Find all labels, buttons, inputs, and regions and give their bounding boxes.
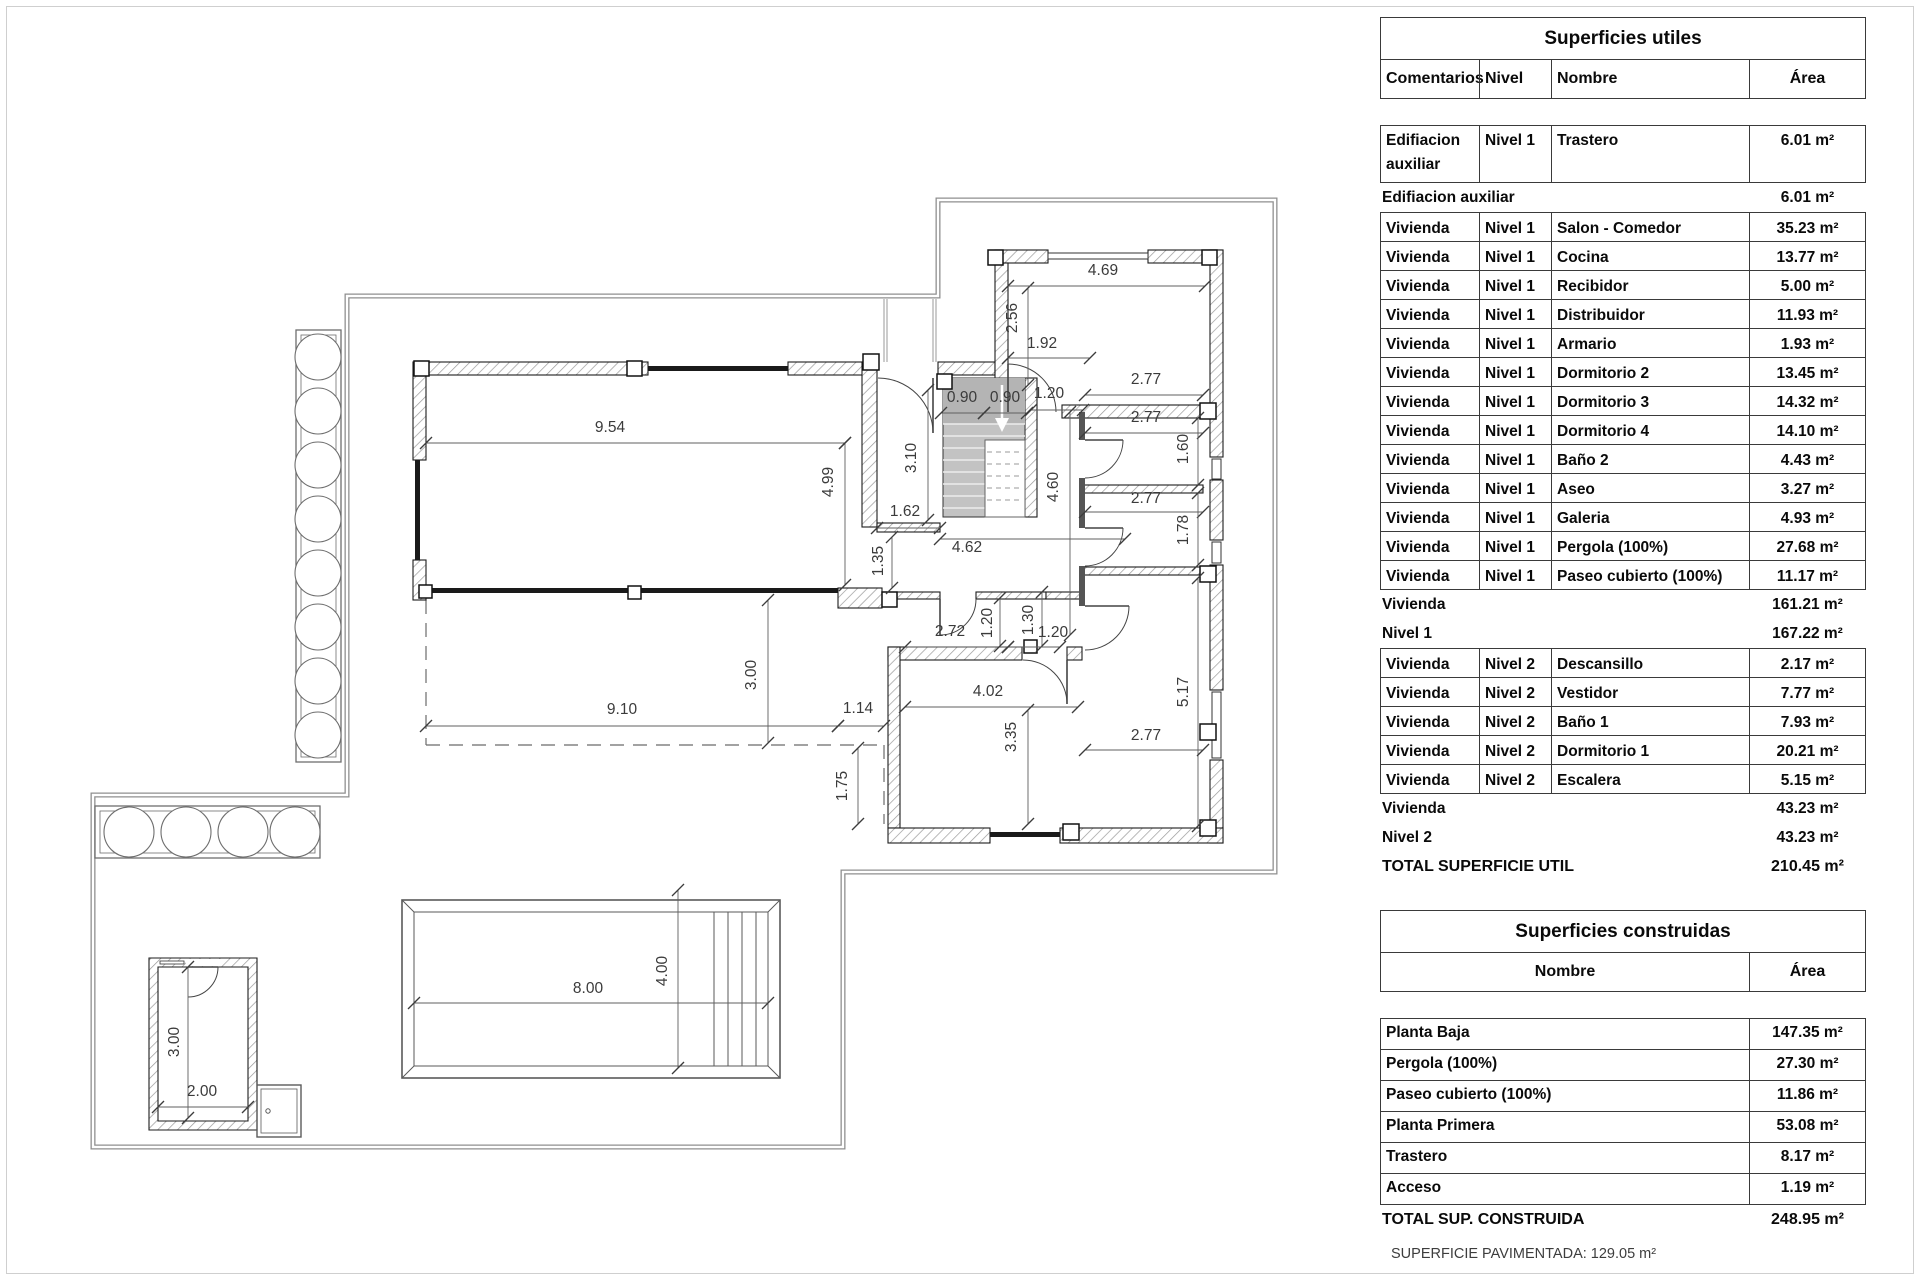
- dimension-label: 8.00: [572, 980, 604, 997]
- dimension-label: 1.75: [834, 770, 851, 802]
- windows: [415, 253, 1221, 837]
- subtotal-label: Nivel 2: [1382, 829, 1432, 846]
- dimension: [832, 700, 890, 732]
- dimension: [152, 1083, 254, 1113]
- util-table-body: [1380, 125, 1866, 881]
- cell-nombre: Dormitorio 3: [1551, 387, 1749, 415]
- aseo-door: [1085, 528, 1123, 566]
- table-row: [1381, 473, 1865, 502]
- cell-nombre: Trastero: [1551, 126, 1749, 182]
- table-row: [1381, 677, 1865, 706]
- dimension-label: 2.77: [1130, 409, 1162, 426]
- cell-comentario: Vivienda: [1386, 743, 1450, 760]
- cell-comentario: Edifiacion auxiliar: [1386, 132, 1461, 173]
- dimension-label: 1.92: [1026, 335, 1058, 352]
- built-table-total: [1380, 1205, 1866, 1234]
- cell-nombre: Escalera: [1551, 765, 1749, 793]
- cell-nivel: Nivel 1: [1479, 532, 1551, 560]
- cell-comentario: Vivienda: [1386, 220, 1450, 237]
- cell-area: 4.93 m²: [1749, 503, 1865, 531]
- cell-comentario: Vivienda: [1386, 394, 1450, 411]
- hedge-strip-horizontal: [95, 806, 320, 858]
- cell-comentario: Vivienda: [1386, 307, 1450, 324]
- cell-area: 1.19 m²: [1749, 1174, 1865, 1204]
- cell-area: 11.17 m²: [1749, 561, 1865, 589]
- pool-steps: [714, 912, 756, 1066]
- cell-nombre: Pergola (100%): [1386, 1055, 1498, 1072]
- dimension-label: 1.20: [1033, 385, 1065, 402]
- cell-area: 35.23 m²: [1749, 213, 1865, 241]
- cell-area: 3.27 m²: [1749, 474, 1865, 502]
- cell-nombre: Vestidor: [1551, 678, 1749, 706]
- cell-area: 5.00 m²: [1749, 271, 1865, 299]
- cell-area: 11.86 m²: [1749, 1081, 1865, 1111]
- cell-nivel: Nivel 1: [1479, 242, 1551, 270]
- dimension-label: 2.77: [1130, 490, 1162, 507]
- cell-nivel: Nivel 1: [1479, 300, 1551, 328]
- dimension-label: 3.10: [903, 442, 920, 474]
- cell-nombre: Baño 1: [1551, 707, 1749, 735]
- bedroom-mid-door: [1023, 660, 1067, 704]
- parcel-boundary: [93, 200, 1275, 1147]
- cell-area: 13.45 m²: [1749, 358, 1865, 386]
- table-row: [1381, 560, 1865, 589]
- dimension-label: 1.14: [842, 700, 874, 717]
- table-subtotal-row: [1380, 590, 1866, 619]
- dimension-label: 1.30: [1020, 604, 1037, 636]
- cell-comentario: Vivienda: [1386, 423, 1450, 440]
- cell-nombre: Planta Primera: [1386, 1117, 1495, 1134]
- dimension: [1002, 262, 1211, 292]
- total-area: 248.95 m²: [1771, 1211, 1844, 1228]
- cell-comentario: Vivienda: [1386, 278, 1450, 295]
- table-total-row: [1380, 852, 1866, 881]
- cell-comentario: Vivienda: [1386, 365, 1450, 382]
- col-nombre: Nombre: [1534, 963, 1596, 980]
- dimension-label: 5.17: [1175, 676, 1192, 708]
- cell-nivel: Nivel 1: [1479, 561, 1551, 589]
- cell-area: 27.30 m²: [1749, 1050, 1865, 1080]
- table-row: [1381, 1173, 1865, 1204]
- cell-nivel: Nivel 1: [1479, 387, 1551, 415]
- col-comentarios: Comentarios: [1386, 70, 1484, 87]
- cell-nombre: Galeria: [1551, 503, 1749, 531]
- cell-nivel: Nivel 1: [1479, 503, 1551, 531]
- table-subtotal-row: [1380, 619, 1866, 648]
- dimension-label: 0.90: [946, 389, 978, 406]
- dimension: [979, 592, 1006, 652]
- cell-nombre: Dormitorio 4: [1551, 416, 1749, 444]
- entry-door: [878, 378, 933, 433]
- house-walls: [413, 250, 1223, 843]
- cell-area: 20.21 m²: [1749, 736, 1865, 764]
- dimension-label: 1.20: [979, 607, 996, 639]
- cell-nombre: Paseo cubierto (100%): [1551, 561, 1749, 589]
- table-row: [1381, 357, 1865, 386]
- cell-nivel: Nivel 2: [1479, 649, 1551, 677]
- dimension-label: 1.35: [870, 545, 887, 577]
- cell-area: 7.77 m²: [1749, 678, 1865, 706]
- cell-nivel: Nivel 1: [1479, 329, 1551, 357]
- table-row: [1381, 126, 1865, 182]
- dimension: [1175, 487, 1204, 571]
- subtotal-label: Nivel 1: [1382, 625, 1432, 642]
- dimension-label: 1.62: [889, 503, 921, 520]
- col-area: Área: [1749, 953, 1865, 991]
- table-row: [1381, 386, 1865, 415]
- built-table-body: [1380, 1018, 1866, 1205]
- dimension-label: 2.00: [186, 1083, 218, 1100]
- col-area: Área: [1749, 60, 1865, 98]
- dimension-label: 2.77: [1130, 371, 1162, 388]
- subtotal-area: 167.22 m²: [1772, 625, 1843, 642]
- acceso-path: [884, 299, 936, 362]
- cell-nivel: Nivel 1: [1479, 445, 1551, 473]
- dimension: [1045, 406, 1076, 641]
- dimension-label: 2.56: [1004, 302, 1021, 334]
- dimension: [1175, 412, 1204, 491]
- subtotal-label: Edifiacion auxiliar: [1382, 189, 1515, 206]
- dimension-label: 2.77: [1130, 727, 1162, 744]
- cell-nivel: Nivel 1: [1479, 416, 1551, 444]
- dimension: [1079, 490, 1209, 518]
- col-nombre: Nombre: [1551, 60, 1749, 98]
- table-row: [1381, 1049, 1865, 1080]
- table-row: [1381, 415, 1865, 444]
- cell-comentario: Vivienda: [1386, 336, 1450, 353]
- cell-area: 27.68 m²: [1749, 532, 1865, 560]
- cell-nivel: Nivel 1: [1479, 213, 1551, 241]
- dimension-label: 3.00: [166, 1026, 183, 1058]
- table-row: [1381, 444, 1865, 473]
- subtotal-area: 6.01 m²: [1780, 189, 1835, 206]
- table-subtotal-row: [1380, 823, 1866, 852]
- built-table-column-headers: [1381, 953, 1865, 991]
- table-row: [1381, 649, 1865, 677]
- subtotal-area: 161.21 m²: [1772, 596, 1843, 613]
- table-row: [1381, 764, 1865, 793]
- dimension-label: 4.62: [951, 539, 983, 556]
- cell-nombre: Dormitorio 1: [1551, 736, 1749, 764]
- table-row: [1381, 270, 1865, 299]
- subtotal-label: Vivienda: [1382, 596, 1446, 613]
- paved-surface-note: SUPERFICIE PAVIMENTADA: 129.05 m²: [1391, 1246, 1657, 1262]
- table-row: [1381, 735, 1865, 764]
- cell-area: 6.01 m²: [1749, 126, 1865, 182]
- cell-area: 13.77 m²: [1749, 242, 1865, 270]
- dimension-label: 3.35: [1003, 721, 1020, 753]
- cell-nombre: Dormitorio 2: [1551, 358, 1749, 386]
- superficies-utiles-table: [1380, 17, 1866, 881]
- cell-nombre: Cocina: [1551, 242, 1749, 270]
- table-row: [1381, 502, 1865, 531]
- cell-nombre: Pergola (100%): [1551, 532, 1749, 560]
- cell-comentario: Vivienda: [1386, 539, 1450, 556]
- corridor-wall: [1079, 412, 1085, 606]
- cell-area: 8.17 m²: [1749, 1143, 1865, 1173]
- cell-nivel: Nivel 1: [1479, 358, 1551, 386]
- cell-nombre: Acceso: [1386, 1179, 1442, 1196]
- dimension: [1002, 335, 1096, 364]
- cell-area: 14.10 m²: [1749, 416, 1865, 444]
- dimension: [834, 742, 864, 830]
- cell-area: 2.17 m²: [1749, 649, 1865, 677]
- cell-nivel: Nivel 2: [1479, 765, 1551, 793]
- cell-comentario: Vivienda: [1386, 249, 1450, 266]
- table-row: [1381, 1019, 1865, 1049]
- table-row: [1381, 531, 1865, 560]
- dimension: [420, 701, 844, 732]
- hedge-strip-vertical: [295, 330, 341, 762]
- cell-comentario: Vivienda: [1386, 481, 1450, 498]
- cell-comentario: Vivienda: [1386, 685, 1450, 702]
- cell-comentario: Vivienda: [1386, 510, 1450, 527]
- dimension: [870, 531, 898, 594]
- dimension-label: 3.00: [743, 659, 760, 691]
- cell-area: 1.93 m²: [1749, 329, 1865, 357]
- subtotal-area: 43.23 m²: [1776, 829, 1839, 846]
- cell-nivel: Nivel 1: [1479, 271, 1551, 299]
- subtotal-label: Vivienda: [1382, 800, 1446, 817]
- cell-nombre: Distribuidor: [1551, 300, 1749, 328]
- dimension-label: 9.54: [594, 419, 626, 436]
- dimension: [820, 437, 851, 591]
- dimension-label: 4.02: [972, 683, 1004, 700]
- cell-nombre: Aseo: [1551, 474, 1749, 502]
- util-table-header: [1380, 17, 1866, 99]
- dimension-label: 4.99: [820, 466, 837, 498]
- dimension-label: 2.72: [934, 623, 966, 640]
- cell-nivel: Nivel 1: [1479, 126, 1551, 182]
- cell-nombre: Armario: [1551, 329, 1749, 357]
- pergola-outline: [426, 600, 884, 824]
- util-table-column-headers: [1381, 60, 1865, 98]
- cell-area: 11.93 m²: [1749, 300, 1865, 328]
- cell-nivel: Nivel 2: [1479, 678, 1551, 706]
- dimension-label: 9.10: [606, 701, 638, 718]
- total-label: TOTAL SUP. CONSTRUIDA: [1382, 1211, 1585, 1228]
- col-nivel: Nivel: [1479, 60, 1551, 98]
- subtotal-area: 43.23 m²: [1776, 800, 1839, 817]
- cell-nombre: Salon - Comedor: [1551, 213, 1749, 241]
- dimension: [420, 419, 851, 449]
- bath2-door: [1085, 440, 1123, 478]
- cell-nombre: Paseo cubierto (100%): [1386, 1086, 1552, 1103]
- cell-area: 4.43 m²: [1749, 445, 1865, 473]
- built-table-title: Superficies construidas: [1381, 911, 1865, 953]
- table-row: [1381, 328, 1865, 357]
- cell-nombre: Recibidor: [1551, 271, 1749, 299]
- built-table-header: [1380, 910, 1866, 992]
- table-row: [1381, 213, 1865, 241]
- cell-nivel: Nivel 2: [1479, 707, 1551, 735]
- dimension-label: 1.20: [1037, 624, 1069, 641]
- subtotal-label: TOTAL SUPERFICIE UTIL: [1382, 858, 1575, 875]
- cell-nombre: Trastero: [1386, 1148, 1448, 1165]
- dimension-label: 1.78: [1175, 514, 1192, 546]
- cell-area: 5.15 m²: [1749, 765, 1865, 793]
- dimension: [1175, 572, 1204, 832]
- columns: [414, 250, 1217, 840]
- cell-nombre: Baño 2: [1551, 445, 1749, 473]
- dimension: [899, 683, 1084, 713]
- dimension: [408, 980, 774, 1009]
- bedroom-right-door: [1085, 606, 1129, 650]
- table-row: [1381, 1080, 1865, 1111]
- cell-nivel: Nivel 1: [1479, 474, 1551, 502]
- superficies-construidas-table: [1380, 910, 1866, 1234]
- dimension: [1003, 704, 1034, 830]
- dimension-label: 4.60: [1045, 471, 1062, 503]
- dimension: [1079, 727, 1209, 756]
- table-row: [1381, 1111, 1865, 1142]
- cell-area: 7.93 m²: [1749, 707, 1865, 735]
- cell-nombre: Planta Baja: [1386, 1024, 1470, 1041]
- cell-nombre: Descansillo: [1551, 649, 1749, 677]
- table-row: [1381, 299, 1865, 328]
- cell-area: 147.35 m²: [1749, 1019, 1865, 1049]
- dimension: [1079, 371, 1209, 401]
- cell-nivel: Nivel 2: [1479, 736, 1551, 764]
- dimension-label: 4.69: [1087, 262, 1119, 279]
- cell-comentario: Vivienda: [1386, 772, 1450, 789]
- dimension-label: 1.60: [1175, 433, 1192, 465]
- util-table-title: Superficies utiles: [1381, 18, 1865, 60]
- table-subtotal-row: [1380, 794, 1866, 823]
- cell-area: 14.32 m²: [1749, 387, 1865, 415]
- cell-comentario: Vivienda: [1386, 656, 1450, 673]
- dimension-label: 4.00: [654, 955, 671, 987]
- table-row: [1381, 706, 1865, 735]
- dimension: [934, 533, 1131, 556]
- table-subtotal-row: [1380, 183, 1866, 212]
- cell-comentario: Vivienda: [1386, 568, 1450, 585]
- dimension-label: 0.90: [989, 389, 1021, 406]
- cell-comentario: Vivienda: [1386, 714, 1450, 731]
- cell-comentario: Vivienda: [1386, 452, 1450, 469]
- table-row: [1381, 241, 1865, 270]
- trastero-stoop: [257, 1085, 301, 1137]
- subtotal-area: 210.45 m²: [1771, 858, 1844, 875]
- cell-area: 53.08 m²: [1749, 1112, 1865, 1142]
- table-row: [1381, 1142, 1865, 1173]
